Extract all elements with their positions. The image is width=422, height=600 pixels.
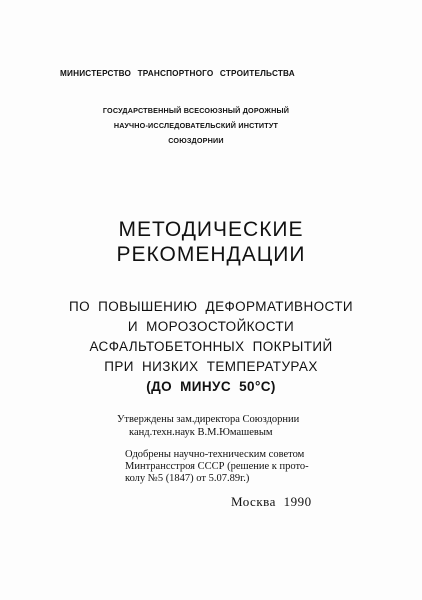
institute-block <box>66 103 326 148</box>
institute-abbreviation: СОЮЗДОРНИИ <box>168 136 224 145</box>
title-line: МЕТОДИЧЕСКИЕ <box>118 218 304 241</box>
approval-statement <box>117 413 377 439</box>
institute-line: НАУЧНО-ИССЛЕДОВАТЕЛЬСКИЙ ИНСТИТУТ <box>113 121 279 130</box>
title-line: РЕКОМЕНДАЦИИ <box>116 243 306 266</box>
council-line: Одобрены научно-техническим советом <box>125 449 305 460</box>
approver-name: канд.техн.наук В.М.Юмашевым <box>129 427 273 438</box>
institute-line: ГОСУДАРСТВЕННЫЙ ВСЕСОЮЗНЫЙ ДОРОЖНЫЙ <box>102 106 290 115</box>
document-subtitle <box>40 297 382 397</box>
temperature-range: (ДО МИНУС 50°С) <box>146 379 276 394</box>
ministry-name: МИНИСТЕРСТВО ТРАНСПОРТНОГО СТРОИТЕЛЬСТВА <box>60 69 295 78</box>
council-line: Минтрансстроя СССР (решение к прото- <box>125 461 309 472</box>
publication-place-year: Москва 1990 <box>231 494 312 509</box>
council-line: колу №5 (1847) от 5.07.89г.) <box>125 473 250 484</box>
subtitle-line: ПРИ НИЗКИХ ТЕМПЕРАТУРАХ <box>104 359 318 374</box>
document-title <box>30 217 392 267</box>
subtitle-line: И МОРОЗОСТОЙКОСТИ <box>127 319 295 334</box>
approval-line: Утверждены зам.директора Союздорнии <box>117 414 300 425</box>
subtitle-line: АСФАЛЬТОБЕТОННЫХ ПОКРЫТИЙ <box>89 339 333 354</box>
subtitle-line: ПО ПОВЫШЕНИЮ ДЕФОРМАТИВНОСТИ <box>69 299 353 314</box>
council-approval <box>125 449 385 485</box>
